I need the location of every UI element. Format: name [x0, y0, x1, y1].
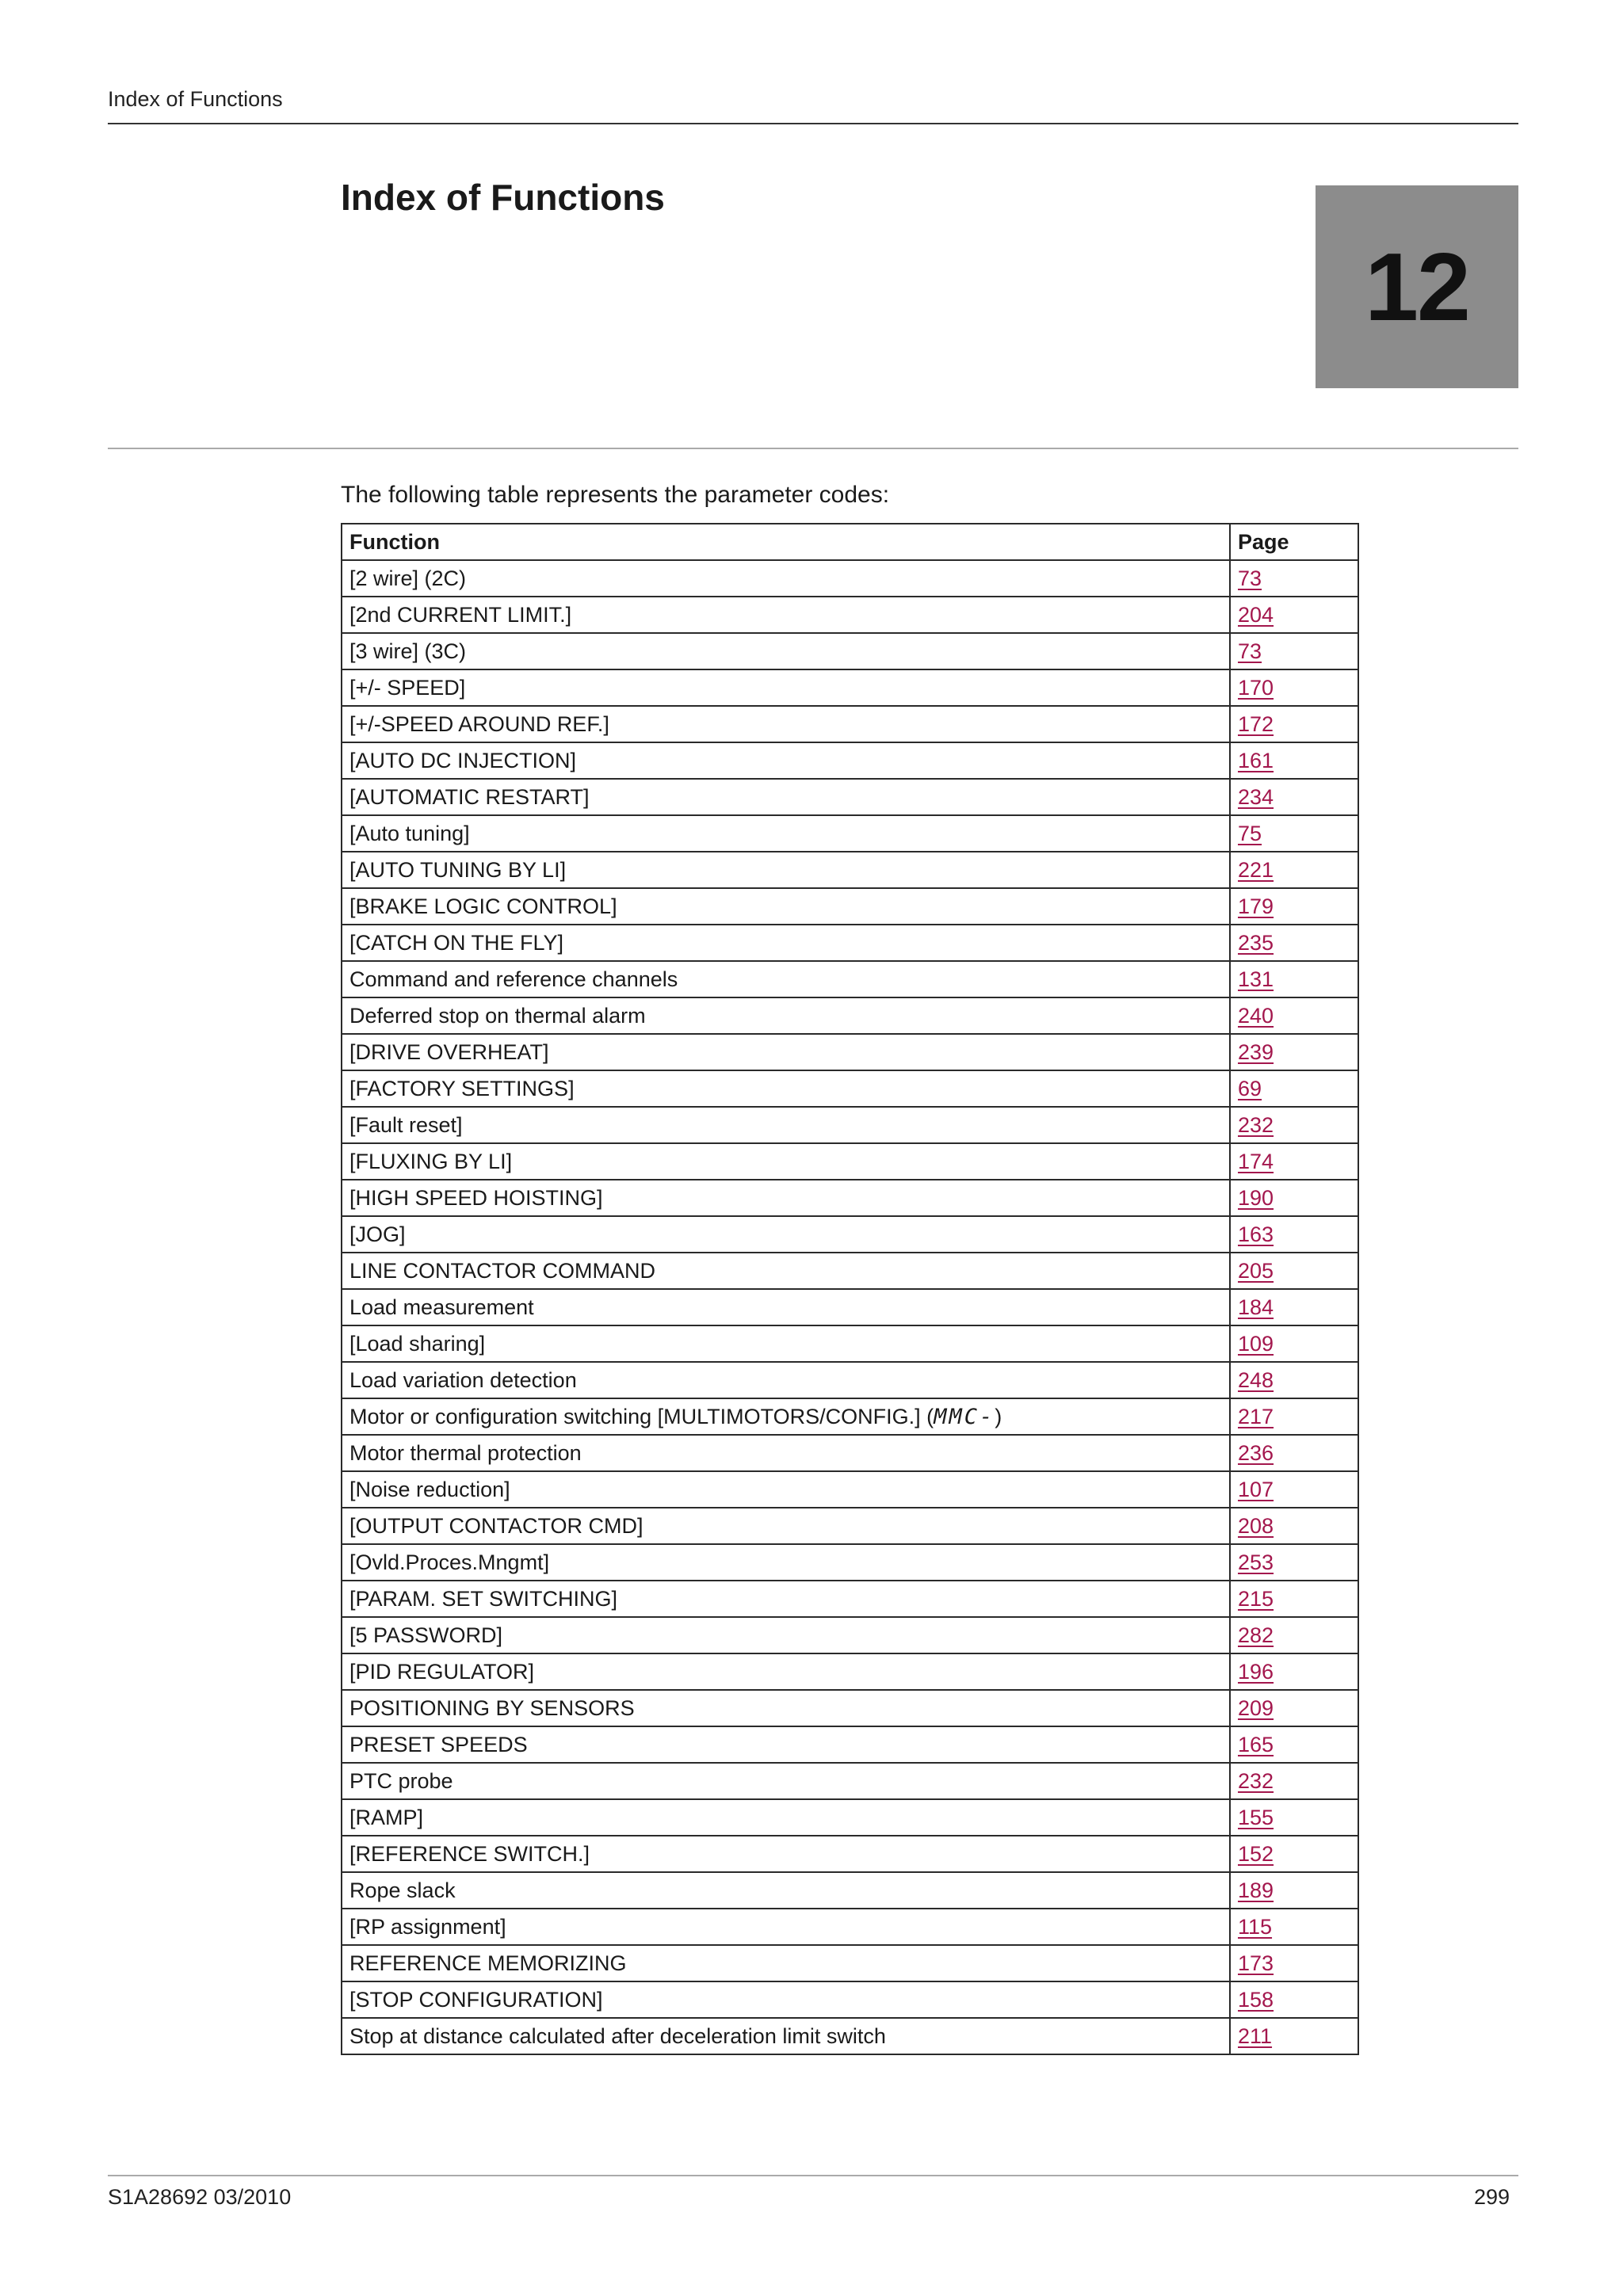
table-row	[342, 1435, 1358, 1471]
page-link[interactable]: 184	[1238, 1295, 1274, 1319]
page-cell	[1230, 1544, 1358, 1581]
page-link[interactable]: 248	[1238, 1367, 1274, 1392]
function-cell	[342, 1690, 1230, 1726]
function-name: [5 PASSWORD]	[349, 1623, 503, 1647]
page-link[interactable]: 211	[1238, 2023, 1273, 2048]
function-name: [AUTO DC INJECTION]	[349, 748, 577, 772]
page-cell	[1230, 1945, 1358, 1981]
table-row	[342, 1653, 1358, 1690]
table-row	[342, 560, 1358, 597]
function-cell	[342, 961, 1230, 997]
column-header-page: Page	[1230, 524, 1358, 560]
page-cell	[1230, 1471, 1358, 1508]
chapter-title: Index of Functions	[341, 177, 665, 218]
table-row	[342, 1617, 1358, 1653]
page-link[interactable]: 131	[1238, 967, 1274, 991]
page-link[interactable]: 179	[1238, 894, 1274, 918]
page-cell	[1230, 1070, 1358, 1107]
page-cell	[1230, 1143, 1358, 1180]
function-cell	[342, 1216, 1230, 1253]
table-row	[342, 997, 1358, 1034]
page-link[interactable]: 232	[1238, 1112, 1274, 1137]
page-link[interactable]: 239	[1238, 1039, 1274, 1064]
page-link[interactable]: 174	[1238, 1149, 1274, 1173]
page-cell	[1230, 669, 1358, 706]
function-cell	[342, 779, 1230, 815]
table-row	[342, 1398, 1358, 1435]
function-cell	[342, 925, 1230, 961]
chapter-number-box	[1316, 185, 1518, 388]
page-link[interactable]: 240	[1238, 1003, 1274, 1028]
function-cell	[342, 1253, 1230, 1289]
function-name: [CATCH ON THE FLY]	[349, 930, 564, 955]
page-cell	[1230, 1763, 1358, 1799]
function-name: [RP assignment]	[349, 1914, 506, 1939]
chapter-number: 12	[1365, 233, 1469, 341]
table-row	[342, 1909, 1358, 1945]
page-cell	[1230, 961, 1358, 997]
table-row	[342, 1836, 1358, 1872]
page-cell	[1230, 742, 1358, 779]
function-name: Motor thermal protection	[349, 1440, 582, 1465]
table-row	[342, 1763, 1358, 1799]
page-link[interactable]: 170	[1238, 675, 1274, 700]
page-cell	[1230, 888, 1358, 925]
table-row	[342, 1799, 1358, 1836]
function-cell	[342, 597, 1230, 633]
footer-page-number: 299	[1473, 2185, 1510, 2209]
function-name: [Load sharing]	[349, 1331, 486, 1356]
function-cell	[342, 1362, 1230, 1398]
table-row	[342, 1180, 1358, 1216]
function-name: [RAMP]	[349, 1805, 424, 1829]
table-row	[342, 1034, 1358, 1070]
page-cell	[1230, 997, 1358, 1034]
function-cell	[342, 1107, 1230, 1143]
table-row	[342, 1872, 1358, 1909]
function-name: [PARAM. SET SWITCHING]	[349, 1586, 618, 1611]
page-cell	[1230, 779, 1358, 815]
page-link[interactable]: 152	[1238, 1841, 1274, 1866]
function-name: [PID REGULATOR]	[349, 1659, 535, 1684]
table-row	[342, 1981, 1358, 2018]
page-cell	[1230, 2018, 1358, 2054]
page-link[interactable]: 115	[1238, 1914, 1273, 1939]
function-cell	[342, 1471, 1230, 1508]
function-cell	[342, 633, 1230, 669]
function-name: [AUTOMATIC RESTART]	[349, 784, 590, 809]
function-cell	[342, 1836, 1230, 1872]
function-name: [HIGH SPEED HOISTING]	[349, 1185, 603, 1210]
table-row	[342, 925, 1358, 961]
table-row	[342, 1289, 1358, 1325]
table-row	[342, 888, 1358, 925]
function-name: POSITIONING BY SENSORS	[349, 1695, 635, 1720]
function-cell	[342, 1435, 1230, 1471]
page-cell	[1230, 1909, 1358, 1945]
function-cell	[342, 1289, 1230, 1325]
function-name: Load measurement	[349, 1295, 534, 1319]
function-name: [FACTORY SETTINGS]	[349, 1076, 575, 1100]
function-cell	[342, 1325, 1230, 1362]
header-rule	[108, 123, 1518, 124]
table-row	[342, 633, 1358, 669]
function-name-end: )	[995, 1404, 1002, 1428]
table-row	[342, 1107, 1358, 1143]
table-row	[342, 1253, 1358, 1289]
function-name: [2 wire] (2C)	[349, 566, 467, 590]
function-name: [Ovld.Proces.Mngmt]	[349, 1550, 550, 1574]
section-rule	[108, 448, 1518, 449]
function-name: [BRAKE LOGIC CONTROL]	[349, 894, 617, 918]
page-cell	[1230, 1398, 1358, 1435]
function-cell	[342, 997, 1230, 1034]
page-cell	[1230, 1872, 1358, 1909]
function-cell	[342, 1544, 1230, 1581]
table-row	[342, 742, 1358, 779]
function-name: Load variation detection	[349, 1367, 577, 1392]
page-cell	[1230, 597, 1358, 633]
page-cell	[1230, 1107, 1358, 1143]
page-link[interactable]: 234	[1238, 784, 1274, 809]
function-cell	[342, 2018, 1230, 2054]
function-name: [Noise reduction]	[349, 1477, 510, 1501]
page-link[interactable]: 232	[1238, 1768, 1274, 1793]
function-name: Motor or configuration switching [MULTIMOTORS/CONFIG.] (	[349, 1404, 934, 1428]
page-cell	[1230, 1289, 1358, 1325]
page-link[interactable]: 235	[1238, 930, 1274, 955]
function-cell	[342, 1070, 1230, 1107]
function-cell	[342, 888, 1230, 925]
function-name: [2nd CURRENT LIMIT.]	[349, 602, 572, 627]
function-name: [REFERENCE SWITCH.]	[349, 1841, 590, 1866]
table-row	[342, 815, 1358, 852]
table-row	[342, 779, 1358, 815]
page-link[interactable]: 75	[1238, 821, 1262, 845]
table-body	[342, 560, 1358, 2054]
function-cell	[342, 560, 1230, 597]
function-name: [OUTPUT CONTACTOR CMD]	[349, 1513, 643, 1538]
table-row	[342, 1690, 1358, 1726]
table-row	[342, 1471, 1358, 1508]
footer-doc-ref: S1A28692 03/2010	[108, 2185, 292, 2209]
function-name: [Fault reset]	[349, 1112, 463, 1137]
function-name: [DRIVE OVERHEAT]	[349, 1039, 549, 1064]
function-cell	[342, 1508, 1230, 1544]
function-cell	[342, 706, 1230, 742]
page-link[interactable]: 253	[1238, 1550, 1274, 1574]
page-cell	[1230, 1581, 1358, 1617]
page-cell	[1230, 560, 1358, 597]
page-cell	[1230, 815, 1358, 852]
running-header: Index of Functions	[108, 87, 283, 111]
table-row	[342, 669, 1358, 706]
function-cell	[342, 1945, 1230, 1981]
page-link[interactable]: 221	[1238, 857, 1274, 882]
function-name: REFERENCE MEMORIZING	[349, 1951, 627, 1975]
page-link[interactable]: 155	[1238, 1805, 1274, 1829]
parameter-code: MMC-	[934, 1404, 995, 1429]
function-cell	[342, 669, 1230, 706]
function-cell	[342, 1617, 1230, 1653]
page-link[interactable]: 282	[1238, 1623, 1274, 1647]
function-cell	[342, 1909, 1230, 1945]
table-row	[342, 2018, 1358, 2054]
function-name: Deferred stop on thermal alarm	[349, 1003, 646, 1028]
table-row	[342, 961, 1358, 997]
table-row	[342, 852, 1358, 888]
function-name: PTC probe	[349, 1768, 453, 1793]
function-cell	[342, 1581, 1230, 1617]
page-link[interactable]: 161	[1238, 748, 1274, 772]
page-link[interactable]: 107	[1238, 1477, 1274, 1501]
intro-text: The following table represents the parameter codes:	[341, 482, 890, 508]
function-name: PRESET SPEEDS	[349, 1732, 528, 1756]
page-cell	[1230, 1617, 1358, 1653]
table-header-row	[342, 524, 1358, 560]
function-cell	[342, 1799, 1230, 1836]
function-cell	[342, 815, 1230, 852]
function-name: Rope slack	[349, 1878, 456, 1902]
table-row	[342, 1945, 1358, 1981]
function-name: [JOG]	[349, 1222, 406, 1246]
page-link[interactable]: 208	[1238, 1513, 1274, 1538]
page-link[interactable]: 215	[1238, 1586, 1274, 1611]
table-row	[342, 1581, 1358, 1617]
page-cell	[1230, 1034, 1358, 1070]
page-cell	[1230, 1726, 1358, 1763]
table-row	[342, 1325, 1358, 1362]
functions-table	[341, 523, 1359, 2055]
function-cell	[342, 1872, 1230, 1909]
page-cell	[1230, 1180, 1358, 1216]
table-row	[342, 706, 1358, 742]
function-cell	[342, 742, 1230, 779]
table-row	[342, 1070, 1358, 1107]
table-row	[342, 1508, 1358, 1544]
page-link[interactable]: 190	[1238, 1185, 1274, 1210]
function-name: [+/-SPEED AROUND REF.]	[349, 711, 609, 736]
page-cell	[1230, 925, 1358, 961]
page-cell	[1230, 1836, 1358, 1872]
page-link[interactable]: 73	[1238, 566, 1262, 590]
page-link[interactable]: 109	[1238, 1331, 1274, 1356]
page-link[interactable]: 205	[1238, 1258, 1274, 1283]
page-link[interactable]: 173	[1238, 1951, 1274, 1975]
page-cell	[1230, 1435, 1358, 1471]
function-cell	[342, 1034, 1230, 1070]
page-link[interactable]: 217	[1238, 1404, 1274, 1428]
function-name: [STOP CONFIGURATION]	[349, 1987, 603, 2012]
function-name: Command and reference channels	[349, 967, 678, 991]
footer-rule	[108, 2175, 1518, 2176]
function-name: Stop at distance calculated after deceleration limit switch	[349, 2023, 886, 2048]
page-cell	[1230, 1981, 1358, 2018]
page-cell	[1230, 1253, 1358, 1289]
function-cell	[342, 1180, 1230, 1216]
page-cell	[1230, 1362, 1358, 1398]
page-cell	[1230, 852, 1358, 888]
page-cell	[1230, 706, 1358, 742]
function-name: [FLUXING BY LI]	[349, 1149, 513, 1173]
table-row	[342, 1726, 1358, 1763]
function-cell	[342, 1143, 1230, 1180]
page-link[interactable]: 158	[1238, 1987, 1274, 2012]
page-cell	[1230, 1653, 1358, 1690]
page-link[interactable]: 204	[1238, 602, 1274, 627]
page-cell	[1230, 1216, 1358, 1253]
table-row	[342, 1544, 1358, 1581]
page-link[interactable]: 163	[1238, 1222, 1274, 1246]
function-name: [3 wire] (3C)	[349, 639, 467, 663]
table-row	[342, 1362, 1358, 1398]
function-name: [AUTO TUNING BY LI]	[349, 857, 567, 882]
function-cell	[342, 1398, 1230, 1435]
page-link[interactable]: 236	[1238, 1440, 1274, 1465]
function-name: [+/- SPEED]	[349, 675, 466, 700]
table-row	[342, 597, 1358, 633]
page-cell	[1230, 633, 1358, 669]
function-cell	[342, 1653, 1230, 1690]
column-header-function: Function	[342, 524, 1230, 560]
table-row	[342, 1216, 1358, 1253]
page-link[interactable]: 165	[1238, 1732, 1274, 1756]
page-link[interactable]: 73	[1238, 639, 1262, 663]
function-cell	[342, 1726, 1230, 1763]
page-link[interactable]: 209	[1238, 1695, 1274, 1720]
page-link[interactable]: 196	[1238, 1659, 1274, 1684]
function-name: [Auto tuning]	[349, 821, 470, 845]
function-cell	[342, 1763, 1230, 1799]
function-cell	[342, 852, 1230, 888]
page-link[interactable]: 172	[1238, 711, 1274, 736]
function-name: LINE CONTACTOR COMMAND	[349, 1258, 656, 1283]
page-cell	[1230, 1690, 1358, 1726]
page-cell	[1230, 1325, 1358, 1362]
page-link[interactable]: 189	[1238, 1878, 1274, 1902]
function-cell	[342, 1981, 1230, 2018]
page-link[interactable]: 69	[1238, 1076, 1262, 1100]
page-cell	[1230, 1799, 1358, 1836]
page-cell	[1230, 1508, 1358, 1544]
table-row	[342, 1143, 1358, 1180]
